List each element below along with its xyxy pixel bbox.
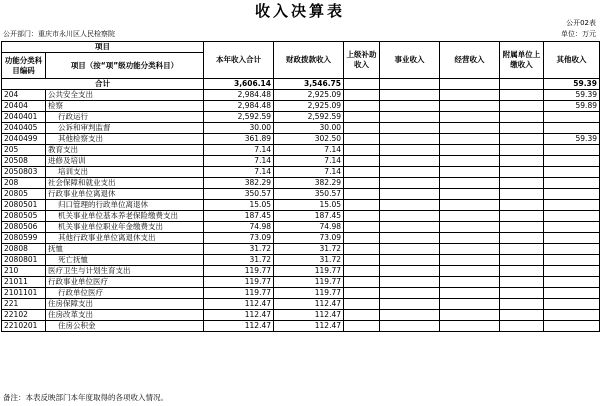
name-cell: 公共安全支出 (46, 90, 204, 101)
superior-cell (344, 123, 380, 134)
name-cell: 社会保障和就业支出 (46, 178, 204, 189)
other-cell (544, 112, 600, 123)
operating-cell (440, 145, 500, 156)
name-cell: 抚恤 (46, 244, 204, 255)
table-row (2, 90, 600, 101)
business-cell (380, 200, 440, 211)
unit-label: 单位：万元 (561, 30, 596, 38)
fiscal-cell: 15.05 (274, 200, 344, 211)
business-cell (380, 299, 440, 310)
superior-cell (344, 211, 380, 222)
subordinate-cell (500, 178, 544, 189)
operating-cell (440, 233, 500, 244)
fiscal-cell: 112.47 (274, 310, 344, 321)
business-cell (380, 178, 440, 189)
subordinate-cell (500, 288, 544, 299)
other-cell (544, 288, 600, 299)
table-row (2, 266, 600, 277)
total-cell: 31.72 (204, 255, 274, 266)
business-cell (380, 321, 440, 332)
table-row (2, 189, 600, 200)
business-cell (380, 112, 440, 123)
name-cell: 教育支出 (46, 145, 204, 156)
business-cell (380, 277, 440, 288)
superior-cell (344, 112, 380, 123)
name-cell: 住房保障支出 (46, 299, 204, 310)
name-cell: 机关事业单位职业年金缴费支出 (46, 222, 204, 233)
business-cell (380, 101, 440, 112)
total-cell: 7.14 (204, 156, 274, 167)
code-cell: 2080506 (2, 222, 46, 233)
total-cell: 112.47 (204, 310, 274, 321)
business-cell (380, 288, 440, 299)
total-cell: 112.47 (204, 321, 274, 332)
operating-cell (440, 79, 500, 90)
total-label: 合计 (2, 79, 204, 90)
name-cell: 死亡抚恤 (46, 255, 204, 266)
superior-cell (344, 200, 380, 211)
name-cell: 住房改革支出 (46, 310, 204, 321)
other-cell (544, 167, 600, 178)
other-cell: 59.39 (544, 79, 600, 90)
table-row (2, 321, 600, 332)
other-cell (544, 123, 600, 134)
subordinate-cell (500, 101, 544, 112)
superior-cell (344, 299, 380, 310)
superior-cell (344, 244, 380, 255)
operating-cell (440, 200, 500, 211)
code-cell: 2050803 (2, 167, 46, 178)
code-cell: 205 (2, 145, 46, 156)
subordinate-cell (500, 277, 544, 288)
other-cell: 59.89 (544, 101, 600, 112)
subordinate-cell (500, 90, 544, 101)
fiscal-cell: 2,925.09 (274, 101, 344, 112)
code-cell: 210 (2, 266, 46, 277)
fiscal-cell: 7.14 (274, 167, 344, 178)
code-cell: 20805 (2, 189, 46, 200)
total-cell: 2,592.59 (204, 112, 274, 123)
subordinate-cell (500, 310, 544, 321)
name-cell: 公诉和审判监督 (46, 123, 204, 134)
name-cell: 医疗卫生与计划生育支出 (46, 266, 204, 277)
business-cell (380, 156, 440, 167)
superior-cell (344, 189, 380, 200)
total-cell: 119.77 (204, 277, 274, 288)
fiscal-cell: 3,546.75 (274, 79, 344, 90)
operating-cell (440, 134, 500, 145)
header-superior: 上级补助收入 (344, 42, 380, 79)
superior-cell (344, 156, 380, 167)
total-cell: 119.77 (204, 266, 274, 277)
table-row (2, 101, 600, 112)
other-cell (544, 156, 600, 167)
business-cell (380, 79, 440, 90)
subordinate-cell (500, 200, 544, 211)
total-cell: 73.09 (204, 233, 274, 244)
form-number: 公开02表 (566, 19, 596, 27)
code-cell: 2080801 (2, 255, 46, 266)
other-cell (544, 145, 600, 156)
operating-cell (440, 310, 500, 321)
total-cell: 119.77 (204, 288, 274, 299)
table-row (2, 277, 600, 288)
other-cell (544, 321, 600, 332)
business-cell (380, 145, 440, 156)
code-cell: 20808 (2, 244, 46, 255)
operating-cell (440, 321, 500, 332)
subordinate-cell (500, 145, 544, 156)
fiscal-cell: 7.14 (274, 156, 344, 167)
total-cell: 2,984.48 (204, 90, 274, 101)
table-row (2, 200, 600, 211)
code-cell: 221 (2, 299, 46, 310)
code-cell: 2080599 (2, 233, 46, 244)
name-cell: 行政事业单位医疗 (46, 277, 204, 288)
subordinate-cell (500, 189, 544, 200)
code-cell: 20404 (2, 101, 46, 112)
table-row (2, 310, 600, 321)
operating-cell (440, 167, 500, 178)
fiscal-cell: 119.77 (274, 266, 344, 277)
header-fiscal: 财政拨款收入 (274, 42, 344, 79)
total-cell: 382.29 (204, 178, 274, 189)
fiscal-cell: 7.14 (274, 145, 344, 156)
superior-cell (344, 277, 380, 288)
subordinate-cell (500, 167, 544, 178)
total-cell: 15.05 (204, 200, 274, 211)
code-cell: 2080505 (2, 211, 46, 222)
superior-cell (344, 255, 380, 266)
fiscal-cell: 350.57 (274, 189, 344, 200)
table-row (2, 244, 600, 255)
operating-cell (440, 299, 500, 310)
name-cell: 培训支出 (46, 167, 204, 178)
code-cell: 2101101 (2, 288, 46, 299)
subordinate-cell (500, 156, 544, 167)
other-cell (544, 211, 600, 222)
business-cell (380, 211, 440, 222)
header-other: 其他收入 (544, 42, 600, 79)
code-cell: 2040401 (2, 112, 46, 123)
subordinate-cell (500, 233, 544, 244)
total-cell: 7.14 (204, 145, 274, 156)
income-table (1, 41, 600, 332)
table-row (2, 112, 600, 123)
subordinate-cell (500, 299, 544, 310)
business-cell (380, 90, 440, 101)
superior-cell (344, 90, 380, 101)
other-cell (544, 244, 600, 255)
table-row (2, 288, 600, 299)
header-operating: 经营收入 (440, 42, 500, 79)
operating-cell (440, 156, 500, 167)
fiscal-cell: 119.77 (274, 288, 344, 299)
table-row (2, 156, 600, 167)
table-row (2, 299, 600, 310)
code-cell: 2080501 (2, 200, 46, 211)
subordinate-cell (500, 321, 544, 332)
total-cell: 361.89 (204, 134, 274, 145)
other-cell (544, 189, 600, 200)
name-cell: 机关事业单位基本养老保险缴费支出 (46, 211, 204, 222)
superior-cell (344, 288, 380, 299)
superior-cell (344, 101, 380, 112)
department-label: 公开部门：重庆市永川区人民检察院 (3, 30, 115, 38)
table-row (2, 233, 600, 244)
name-cell: 住房公积金 (46, 321, 204, 332)
subordinate-cell (500, 266, 544, 277)
code-cell: 20508 (2, 156, 46, 167)
operating-cell (440, 101, 500, 112)
operating-cell (440, 266, 500, 277)
header-business: 事业收入 (380, 42, 440, 79)
fiscal-cell: 187.45 (274, 211, 344, 222)
other-cell (544, 299, 600, 310)
total-cell: 31.72 (204, 244, 274, 255)
header-subordinate: 附属单位上缴收入 (500, 42, 544, 79)
other-cell (544, 310, 600, 321)
operating-cell (440, 112, 500, 123)
code-cell: 2040499 (2, 134, 46, 145)
total-cell: 350.57 (204, 189, 274, 200)
other-cell (544, 222, 600, 233)
superior-cell (344, 233, 380, 244)
total-cell: 187.45 (204, 211, 274, 222)
superior-cell (344, 134, 380, 145)
fiscal-cell: 73.09 (274, 233, 344, 244)
total-cell: 112.47 (204, 299, 274, 310)
fiscal-cell: 31.72 (274, 255, 344, 266)
fiscal-cell: 31.72 (274, 244, 344, 255)
operating-cell (440, 222, 500, 233)
fiscal-cell: 2,925.09 (274, 90, 344, 101)
subordinate-cell (500, 112, 544, 123)
operating-cell (440, 211, 500, 222)
business-cell (380, 189, 440, 200)
header-name: 项目（按“项”级功能分类科目） (46, 53, 204, 79)
superior-cell (344, 145, 380, 156)
fiscal-cell: 302.50 (274, 134, 344, 145)
fiscal-cell: 119.77 (274, 277, 344, 288)
other-cell (544, 277, 600, 288)
other-cell (544, 178, 600, 189)
other-cell (544, 233, 600, 244)
other-cell (544, 200, 600, 211)
name-cell: 检察 (46, 101, 204, 112)
total-row (2, 79, 600, 90)
total-cell: 3,606.14 (204, 79, 274, 90)
subordinate-cell (500, 134, 544, 145)
table-row (2, 134, 600, 145)
code-cell: 21011 (2, 277, 46, 288)
fiscal-cell: 74.98 (274, 222, 344, 233)
business-cell (380, 167, 440, 178)
code-cell: 208 (2, 178, 46, 189)
page-title: 收入决算表 (254, 2, 345, 20)
footnote: 备注：本表反映部门本年度取得的各项收入情况。 (3, 393, 168, 402)
operating-cell (440, 123, 500, 134)
other-cell: 59.39 (544, 134, 600, 145)
superior-cell (344, 310, 380, 321)
subordinate-cell (500, 123, 544, 134)
operating-cell (440, 244, 500, 255)
superior-cell (344, 321, 380, 332)
business-cell (380, 244, 440, 255)
business-cell (380, 222, 440, 233)
table-row (2, 167, 600, 178)
business-cell (380, 123, 440, 134)
subordinate-cell (500, 222, 544, 233)
operating-cell (440, 189, 500, 200)
code-cell: 204 (2, 90, 46, 101)
superior-cell (344, 266, 380, 277)
table-row (2, 255, 600, 266)
table-row (2, 145, 600, 156)
subordinate-cell (500, 244, 544, 255)
code-cell: 2040405 (2, 123, 46, 134)
other-cell: 59.39 (544, 90, 600, 101)
name-cell: 其他检察支出 (46, 134, 204, 145)
name-cell: 进修及培训 (46, 156, 204, 167)
business-cell (380, 255, 440, 266)
name-cell: 归口管理的行政单位离退休 (46, 200, 204, 211)
superior-cell (344, 178, 380, 189)
code-cell: 22102 (2, 310, 46, 321)
fiscal-cell: 112.47 (274, 321, 344, 332)
superior-cell (344, 79, 380, 90)
total-cell: 2,984.48 (204, 101, 274, 112)
header-code: 功能分类科目编码 (2, 53, 46, 79)
superior-cell (344, 222, 380, 233)
business-cell (380, 134, 440, 145)
operating-cell (440, 288, 500, 299)
meta-line (3, 30, 597, 39)
table-row (2, 178, 600, 189)
superior-cell (344, 167, 380, 178)
table-row (2, 222, 600, 233)
business-cell (380, 310, 440, 321)
subordinate-cell (500, 211, 544, 222)
other-cell (544, 266, 600, 277)
code-cell: 2210201 (2, 321, 46, 332)
operating-cell (440, 178, 500, 189)
business-cell (380, 266, 440, 277)
operating-cell (440, 255, 500, 266)
subordinate-cell (500, 79, 544, 90)
name-cell: 行政事业单位离退休 (46, 189, 204, 200)
name-cell: 其他行政事业单位离退休支出 (46, 233, 204, 244)
fiscal-cell: 382.29 (274, 178, 344, 189)
fiscal-cell: 112.47 (274, 299, 344, 310)
other-cell (544, 255, 600, 266)
total-cell: 74.98 (204, 222, 274, 233)
name-cell: 行政运行 (46, 112, 204, 123)
fiscal-cell: 2,592.59 (274, 112, 344, 123)
table-row (2, 123, 600, 134)
fiscal-cell: 30.00 (274, 123, 344, 134)
operating-cell (440, 277, 500, 288)
table-row (2, 211, 600, 222)
header-total: 本年收入合计 (204, 42, 274, 79)
business-cell (380, 233, 440, 244)
header-row-1 (2, 42, 600, 53)
total-cell: 30.00 (204, 123, 274, 134)
subordinate-cell (500, 255, 544, 266)
header-item: 项目 (2, 42, 204, 53)
operating-cell (440, 90, 500, 101)
name-cell: 行政单位医疗 (46, 288, 204, 299)
total-cell: 7.14 (204, 167, 274, 178)
